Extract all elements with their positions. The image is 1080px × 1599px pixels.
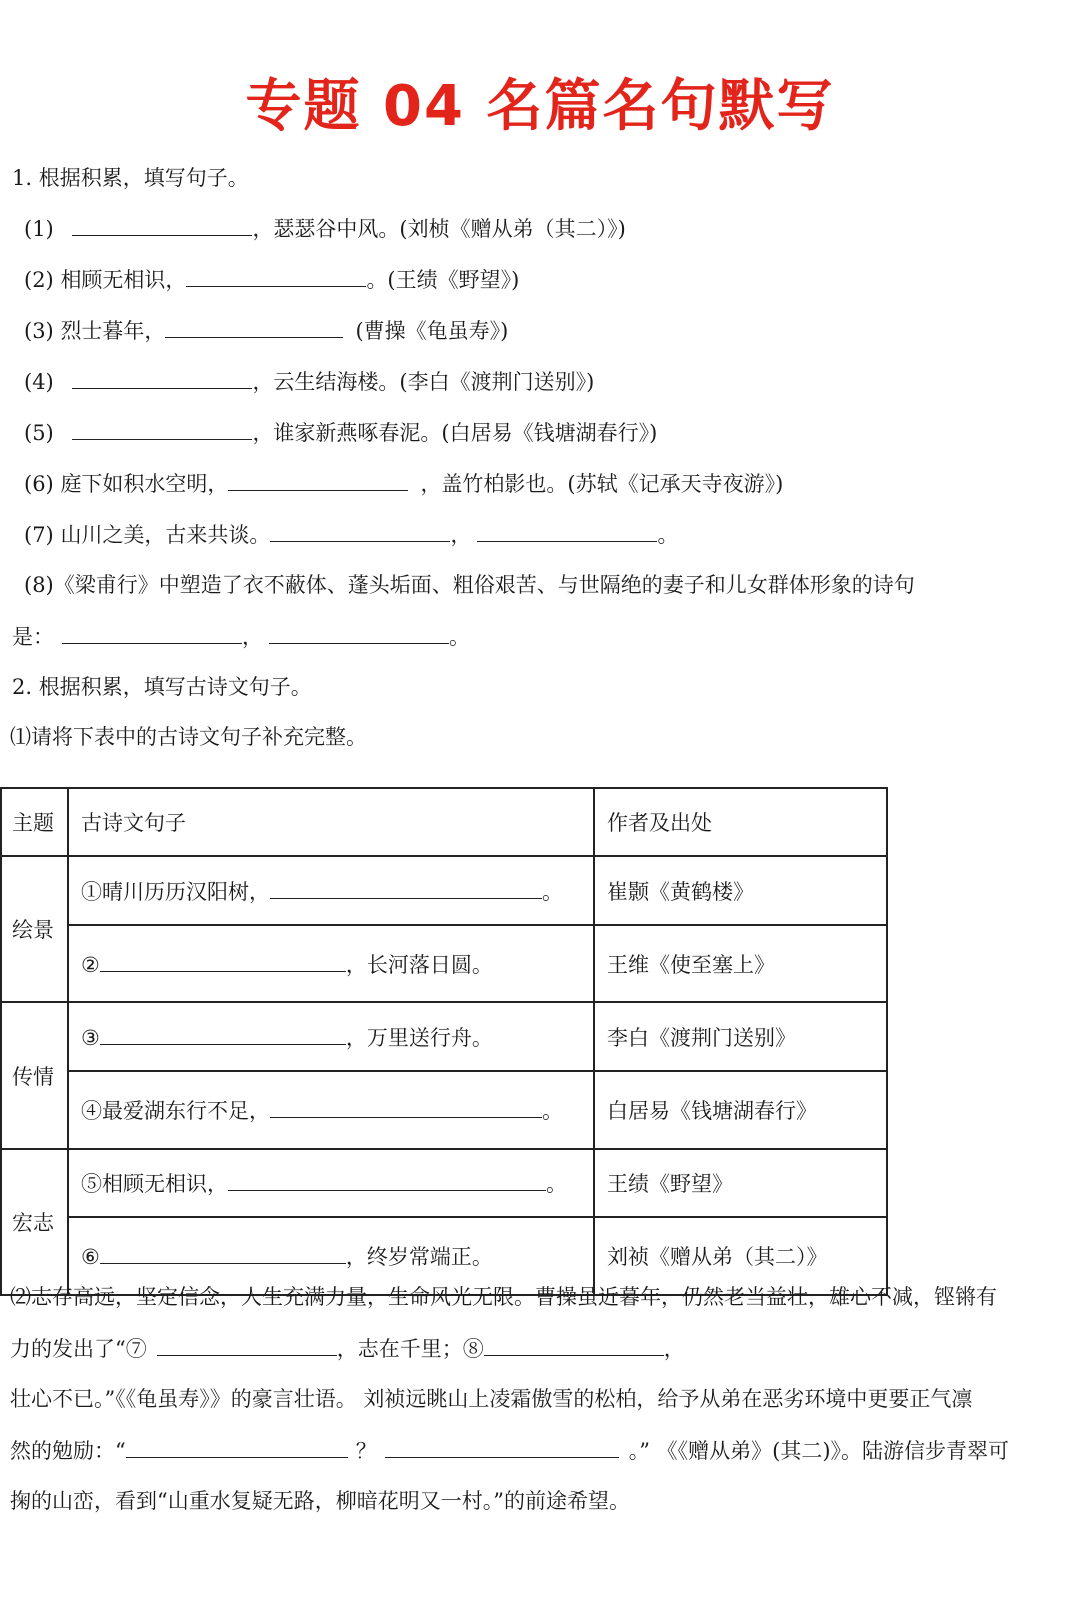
item-text: 。(王绩《野望》): [366, 268, 520, 292]
table-row: [1, 925, 887, 1002]
item-number: (3): [24, 319, 54, 343]
sentence-text: ④最爱湖东行不足，: [81, 1099, 270, 1123]
page-title: 专题 04 名篇名句默写: [245, 74, 835, 139]
theme-cell: 传情: [1, 1002, 68, 1149]
source-cell: 李白《渡荆门送别》: [594, 1002, 887, 1071]
header-sentence: 古诗文句子: [68, 788, 594, 856]
answer-blank[interactable]: [385, 1435, 619, 1458]
q2-sub2-line5: 掬的山峦，看到“山重水复疑无路，柳暗花明又一村。”的前途希望。: [10, 1489, 630, 1513]
item-number: (6): [24, 472, 54, 496]
q1-stem: 1. 根据积累，填写句子。: [12, 166, 249, 190]
q1-item-7: [24, 519, 678, 550]
sentence-text: ⑥: [81, 1245, 100, 1269]
answer-blank[interactable]: [484, 1333, 664, 1356]
answer-blank[interactable]: [72, 213, 252, 236]
item-text: 。: [657, 523, 679, 547]
q2-sub2-line3: 壮心不已。”《《龟虽寿》》的豪言壮语。 刘祯远眺山上凌霜傲雪的松柏，给予从弟在恶劣环境中更要正气凛: [10, 1387, 973, 1411]
answer-blank[interactable]: [165, 315, 343, 338]
header-theme: 主题: [1, 788, 68, 856]
q2-sub2-line2: [10, 1333, 685, 1364]
source-cell: 王维《使至塞上》: [594, 925, 887, 1002]
table-row: [1, 1071, 887, 1149]
answer-blank[interactable]: [270, 1095, 542, 1118]
sentence-text: ，长河落日圆。: [345, 952, 493, 977]
para-text: ，志在千里；⑧: [336, 1337, 484, 1361]
answer-blank[interactable]: [228, 1168, 546, 1191]
theme-cell: 绘景: [1, 856, 68, 1002]
para-text: 。” 《《赠从弟》(其二)》。陆游信步青翠可: [628, 1439, 1010, 1463]
item-number: (4): [24, 370, 54, 394]
answer-blank[interactable]: [72, 366, 252, 389]
table-row: [1, 1149, 887, 1217]
sentence-text: ⑤相顾无相识，: [81, 1172, 228, 1196]
item-text: ，盖竹柏影也。(苏轼《记承天寺夜游》): [420, 472, 784, 496]
sentence-cell: [68, 1071, 594, 1149]
theme-cell: 宏志: [1, 1149, 68, 1295]
answer-blank[interactable]: [270, 519, 450, 542]
para-text: 力的发出了“⑦: [10, 1337, 147, 1361]
answer-blank[interactable]: [72, 417, 252, 440]
item-number: (7): [24, 523, 54, 547]
item-text: (曹操《龟虽寿》): [355, 319, 509, 343]
q1-item-6: [24, 468, 783, 499]
item-text: ，谁家新燕啄春泥。(白居易《钱塘湖春行》): [252, 421, 658, 445]
item-text: ，: [242, 625, 263, 649]
answer-blank[interactable]: [477, 519, 657, 542]
para-text: ，: [663, 1337, 685, 1361]
item-number: (2): [24, 268, 54, 292]
sentence-cell: [68, 925, 594, 1002]
source-cell: 白居易《钱塘湖春行》: [594, 1071, 887, 1149]
table-header-row: [1, 788, 887, 856]
answer-blank[interactable]: [100, 1241, 346, 1264]
sentence-text: ③: [81, 1025, 100, 1050]
item-text: 。: [449, 625, 470, 649]
q2-sub2-line4: [10, 1435, 1009, 1466]
item-text: ，瑟瑟谷中风。(刘桢《赠从弟（其二）》): [252, 217, 626, 241]
answer-blank[interactable]: [100, 949, 346, 972]
poem-table: [0, 787, 888, 1296]
para-text: 然的勉励：“: [10, 1439, 126, 1463]
sentence-text: 。: [542, 1099, 563, 1123]
table-row: [1, 1002, 887, 1071]
item-number: (1): [24, 217, 54, 241]
sentence-cell: [68, 856, 594, 925]
q1-item-1: [24, 213, 626, 244]
source-cell: 刘祯《赠从弟（其二）》: [594, 1217, 887, 1295]
q2-sub2-line1: ⑵志存高远，坚定信念，人生充满力量，生命风光无限。曹操虽近暮年，仍然老当益壮，雄心不减，铿锵有: [10, 1285, 997, 1309]
q1-item-4: [24, 366, 594, 397]
sentence-cell: [68, 1002, 594, 1071]
answer-blank[interactable]: [186, 264, 366, 287]
sentence-text: ，万里送行舟。: [345, 1025, 493, 1050]
sentence-text: 。: [542, 879, 563, 904]
answer-blank[interactable]: [157, 1333, 337, 1356]
sentence-text: ①晴川历历汉阳树，: [81, 879, 270, 904]
answer-blank[interactable]: [269, 621, 449, 644]
sentence-text: ②: [81, 952, 100, 977]
q1-item-8-line2: [12, 621, 470, 652]
source-cell: 崔颢《黄鹤楼》: [594, 856, 887, 925]
para-text: ？: [355, 1439, 377, 1463]
answer-blank[interactable]: [126, 1435, 348, 1458]
q1-item-5: [24, 417, 657, 448]
sentence-text: 。: [546, 1172, 567, 1196]
item-text: 庭下如积水空明，: [60, 472, 229, 496]
item-text: ，云生结海楼。(李白《渡荆门送别》): [252, 370, 595, 394]
q1-item-2: [24, 264, 519, 295]
q2-sub1: ⑴请将下表中的古诗文句子补充完整。: [10, 725, 367, 749]
header-source: 作者及出处: [594, 788, 887, 856]
sentence-cell: [68, 1149, 594, 1217]
table-row: [1, 856, 887, 925]
answer-blank[interactable]: [228, 468, 408, 491]
item-text: 山川之美，古来共谈。: [60, 523, 271, 547]
answer-blank[interactable]: [270, 876, 542, 899]
q1-item-8-line1: (8)《梁甫行》中塑造了衣不蔽体、蓬头垢面、粗俗艰苦、与世隔绝的妻子和儿女群体形象的诗句: [24, 573, 915, 597]
sentence-text: ，终岁常端正。: [345, 1245, 493, 1269]
item-text: ，: [450, 523, 472, 547]
answer-blank[interactable]: [62, 621, 242, 644]
item-text: 烈士暮年，: [60, 319, 166, 343]
item-text: 是：: [12, 625, 54, 649]
item-text: 相顾无相识，: [60, 268, 187, 292]
item-number: (5): [24, 421, 54, 445]
q1-item-3: [24, 315, 508, 346]
q2-stem: 2. 根据积累，填写古诗文句子。: [12, 675, 312, 699]
answer-blank[interactable]: [100, 1022, 346, 1045]
source-cell: 王绩《野望》: [594, 1149, 887, 1217]
